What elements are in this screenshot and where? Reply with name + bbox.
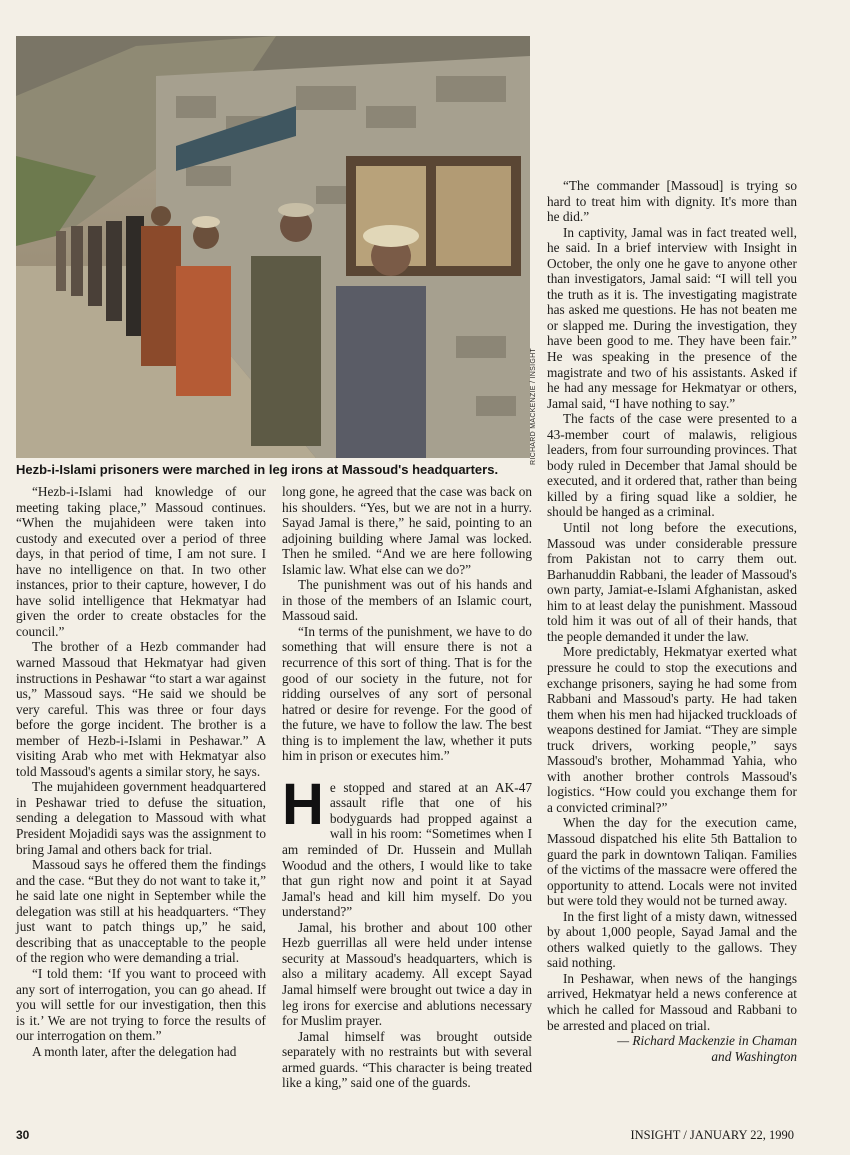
paragraph: “I told them: ‘If you want to proceed with any sort of interrogation, you can go ahead. If you will settle for our investigation, then this is it.’ We are not trying to force the results of our interrogation on them.” — [16, 965, 266, 1044]
photo-caption: Hezb-i-Islami prisoners were marched in leg irons at Massoud's headquarters. — [16, 462, 499, 477]
paragraph: The brother of a Hezb commander had warned Massoud that Hekmatyar had given instructions in Peshawar “to start a war against us,” Massoud says. “He said we should be very careful. This was three or four days before the gorge incident. The brother is a member of Hezb-i-Islami in Peshawar.” A visiting Arab who met with Hekmatyar also told Massoud's agents a similar story, he says. — [16, 639, 266, 779]
paragraph: “The commander [Massoud] is trying so hard to treat him with dignity. It's more than he did.” — [547, 178, 797, 225]
paragraph: Jamal himself was brought outside separately with no restraints but with several armed guards. “This character is being treated like a king,” said one of the guards. — [282, 1028, 532, 1091]
paragraph: The punishment was out of his hands and in those of the members of an Islamic court, Massoud said. — [282, 577, 532, 624]
column-2 — [282, 484, 532, 1091]
running-head: INSIGHT / JANUARY 22, 1990 — [630, 1128, 794, 1142]
paragraph: Massoud says he offered them the findings and the case. “But they do not want to take it,” he said late one night in September while the delegation was still at his headquarters. “They just want to patch things up,” he said, describing that as unacceptable to the people of the region who were demanding a trial. — [16, 857, 266, 966]
paragraph: The facts of the case were presented to a 43-member court of malawis, religious leaders, from four surrounding provinces. That body ruled in December that Jamal should be executed, and it ordered that, rather than being killed by a firing squad like a soldier, he should be hanged as a criminal. — [547, 411, 797, 520]
photo-credit: RICHARD MACKENZIE / INSIGHT — [530, 348, 537, 465]
page-number: 30 — [16, 1128, 30, 1142]
paragraph: long gone, he agreed that the case was back on his shoulders. “Yes, but we are not in a hurry. Sayad Jamal is there,” he said, pointing to an adjoining building where Jamal was locked. Then he smiled. “And we are here following Islamic law. What else can we do?” — [282, 484, 532, 577]
article-photo — [16, 36, 530, 458]
paragraph: Until not long before the executions, Massoud was under considerable pressure from Pakistan not to carry them out. Barhanuddin Rabbani, the leader of Massoud's own party, Jamiat-e-Islami Afghanistan, asked him to at least delay the punishment. Massoud told him it was out of all of their hands, that the people demanded it under the law. — [547, 520, 797, 644]
byline: — Richard Mackenzie in Chaman — [617, 1033, 797, 1049]
paragraph: In Peshawar, when news of the hangings arrived, Hekmatyar held a news conference at which he called for Massoud and Rabbani to be arrested and placed on trial. — [547, 970, 797, 1033]
paragraph: When the day for the execution came, Massoud dispatched his elite 5th Battalion to guard the park in downtown Taliqan. Families of the victims of the massacre were offered the opportunity to attend. Locals were not invited but were told they would not be turned away. — [547, 815, 797, 909]
prisoners-photo-illustration — [16, 36, 530, 458]
paragraph: More predictably, Hekmatyar exerted what pressure he could to stop the executions and exchange prisoners, saying he had some from Rabbani and Massoud's party. He had taken them when his men had hijacked truckloads of weapons destined for Jamiat. “They are simple truck drivers, working people,” says Massoud's brother, Mohammad Yahia, who with another brother controls Massoud's logistics. “How could you exchange them for a convicted criminal?” — [547, 644, 797, 815]
dropcap-text: e stopped and stared at an AK-47 assault rifle that one of his bodyguards had propped against a wall in his room: “Sometimes when I am reminded of Dr. Hussein and Mullah Woodud and the others, I would like to take that gun right now and point it at Sayad Jamal's head and kill him myself. Do you understand?” — [282, 779, 532, 920]
paragraph: “In terms of the punishment, we have to do something that will ensure there is not a recurrence of this sort of thing. That is for the good of our society in the future, not for ridding ourselves of any sort of personal hatred or desire for revenge. For the good of the future, we have to follow the law. The best thing is to implement the law, whether it puts him in prison or executes him.” — [282, 623, 532, 764]
drop-cap: H — [282, 771, 324, 837]
paragraph: A month later, after the delegation had — [32, 1043, 237, 1059]
column-3 — [547, 178, 797, 1064]
column-1 — [16, 484, 266, 1059]
dropcap-paragraph — [282, 771, 532, 920]
paragraph: Jamal, his brother and about 100 other Hezb guerrillas all were held under intense security at Massoud's headquarters, which is also a military academy. All except Sayad Jamal himself were brought out twice a day in leg irons for exercise and ablutions necessary for Muslim prayer. — [282, 919, 532, 1029]
byline-location: and Washington — [711, 1048, 797, 1064]
paragraph: In captivity, Jamal was in fact treated well, he said. In a brief interview with Insight in October, the only one he gave to anyone other than investigators, Jamal said: “I will tell you the truth as it is. The investigating magistrate has asked me questions. He has not beaten me or slapped me. During the investigation, they have been good to me. They have been fair.” He was speaking in the presence of the magistrate and two of his assistants. Asked if he had any message for Hekmatyar or others, Jamal said, “I have nothing to say.” — [547, 224, 797, 411]
paragraph: “Hezb-i-Islami had knowledge of our meeting taking place,” Massoud continues. “When the mujahideen were taken into custody and executed over a period of three days, in that period of time, I am not sure. I have no intelligence on that. In two other instances, prior to their capture, however, I do have solid intelligence that Hekmatyar had given the order to create obstacles for the council.” — [16, 484, 266, 639]
paragraph: In the first light of a misty dawn, witnessed by about 1,000 people, Sayad Jamal and the others walked quietly to the gallows. They said nothing. — [547, 908, 797, 971]
paragraph: The mujahideen government headquartered in Peshawar tried to defuse the situation, sending a delegation to Massoud with what President Mojadidi says was the assignment to bring Jamal and others back for trial. — [16, 779, 266, 857]
